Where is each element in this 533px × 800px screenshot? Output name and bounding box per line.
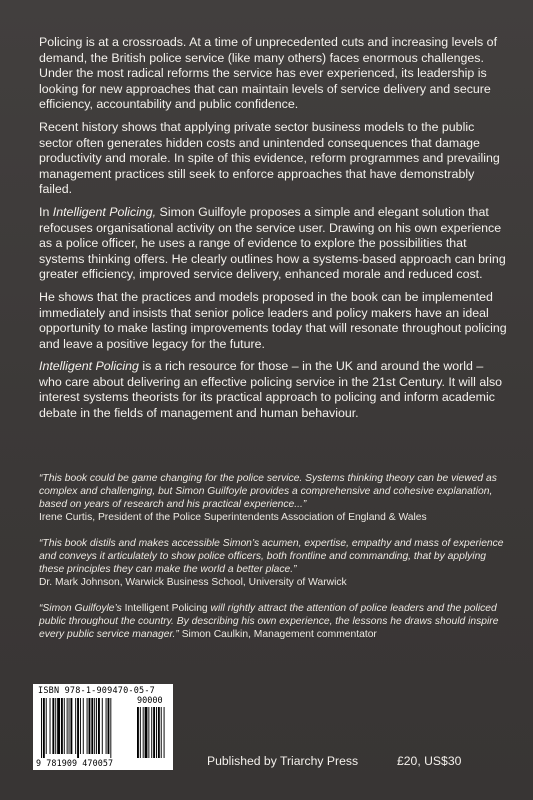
isbn-label: ISBN 978-1-909470-05-7: [38, 686, 155, 696]
endorsement-1: [39, 472, 509, 524]
blurb-paragraph-5: [39, 359, 509, 421]
ean-number: 9 781909 470057: [36, 758, 114, 768]
book-title-inline: Intelligent Policing: [124, 603, 208, 614]
blurb: [39, 35, 509, 422]
endorsement-attribution: Simon Caulkin, Management commentator: [178, 629, 377, 640]
endorsement-quote: [39, 602, 509, 641]
endorsement-3: [39, 602, 509, 641]
endorsement-quote-part: will rightly attract the attention of police leaders and the policed public throughout the country. By describing his own experience, the lessons he draws should inspire every public service manager.”: [39, 603, 499, 640]
blurb-p3-post: Simon Guilfoyle proposes a simple and elegant solution that refocuses organisational activity on the service user. Drawing on his own experience as a police officer, he uses a range of evidence to explore the possibilities that systems thinking offers. He clearly outlines how a systems-based approach can bring greater efficiency, improved service delivery, enhanced morale and reduced cost.: [39, 204, 506, 282]
price: £20, US$30: [397, 754, 462, 768]
barcode: [33, 684, 173, 770]
price-addon-number: 90000: [137, 696, 163, 706]
endorsements: [39, 472, 509, 654]
blurb-p3-pre: In: [39, 204, 53, 219]
publisher-line: Published by Triarchy Press: [207, 754, 359, 768]
blurb-paragraph-2: Recent history shows that applying private sector business models to the public sector often generates hidden costs and unintended consequences that damage productivity and morale. In spite of this evidence, reform programmes and prevailing management practices still seek to enforce approaches that have demonstrably failed.: [39, 119, 500, 197]
endorsement-quote: “This book could be game changing for the police service. Systems thinking theory can be viewed as complex and challenging, but Simon Guilfoyle provides a comprehensive and cohesive explanation, based on years of research and his practical experience...”: [39, 473, 497, 510]
blurb-paragraph-4: He shows that the practices and models proposed in the book can be implemented immediately and insists that senior police leaders and policy makers have an ideal opportunity to make lasting improvements today that will resonate throughout policing and leave a positive legacy for the future.: [39, 289, 507, 351]
blurb-p5-post: is a rich resource for those – in the UK and around the world – who care about delivering an effective policing service in the 21st Century. It will also interest systems theorists for its practical approach to policing and inform academic debate in the fields of management and human behaviour.: [39, 359, 503, 421]
endorsement-quote-part: “Simon Guilfoyle’s: [39, 603, 125, 614]
endorsement-2: [39, 537, 509, 589]
endorsement-attribution: Dr. Mark Johnson, Warwick Business School, University of Warwick: [39, 577, 347, 588]
blurb-paragraph-1: Policing is at a crossroads. At a time of unprecedented cuts and increasing levels of demand, the British police service (like many others) faces enormous challenges. Under the most radical reforms the service has ever experienced, its leadership is looking for new approaches that can maintain levels of service delivery and secure efficiency, accountability and public confidence.: [39, 35, 498, 112]
book-title-inline: Intelligent Policing,: [52, 204, 157, 219]
book-title-inline: Intelligent Policing: [39, 359, 139, 374]
blurb-paragraph-3: [39, 205, 509, 283]
endorsement-attribution: Irene Curtis, President of the Police Superintendents Association of England & Wales: [39, 512, 427, 523]
endorsement-quote: “This book distils and makes accessible Simon’s acumen, expertise, empathy and mass of experience and conveys it articulately to show police officers, both frontline and commanding, that by applying these principles they can make the world a better place.”: [39, 538, 504, 575]
